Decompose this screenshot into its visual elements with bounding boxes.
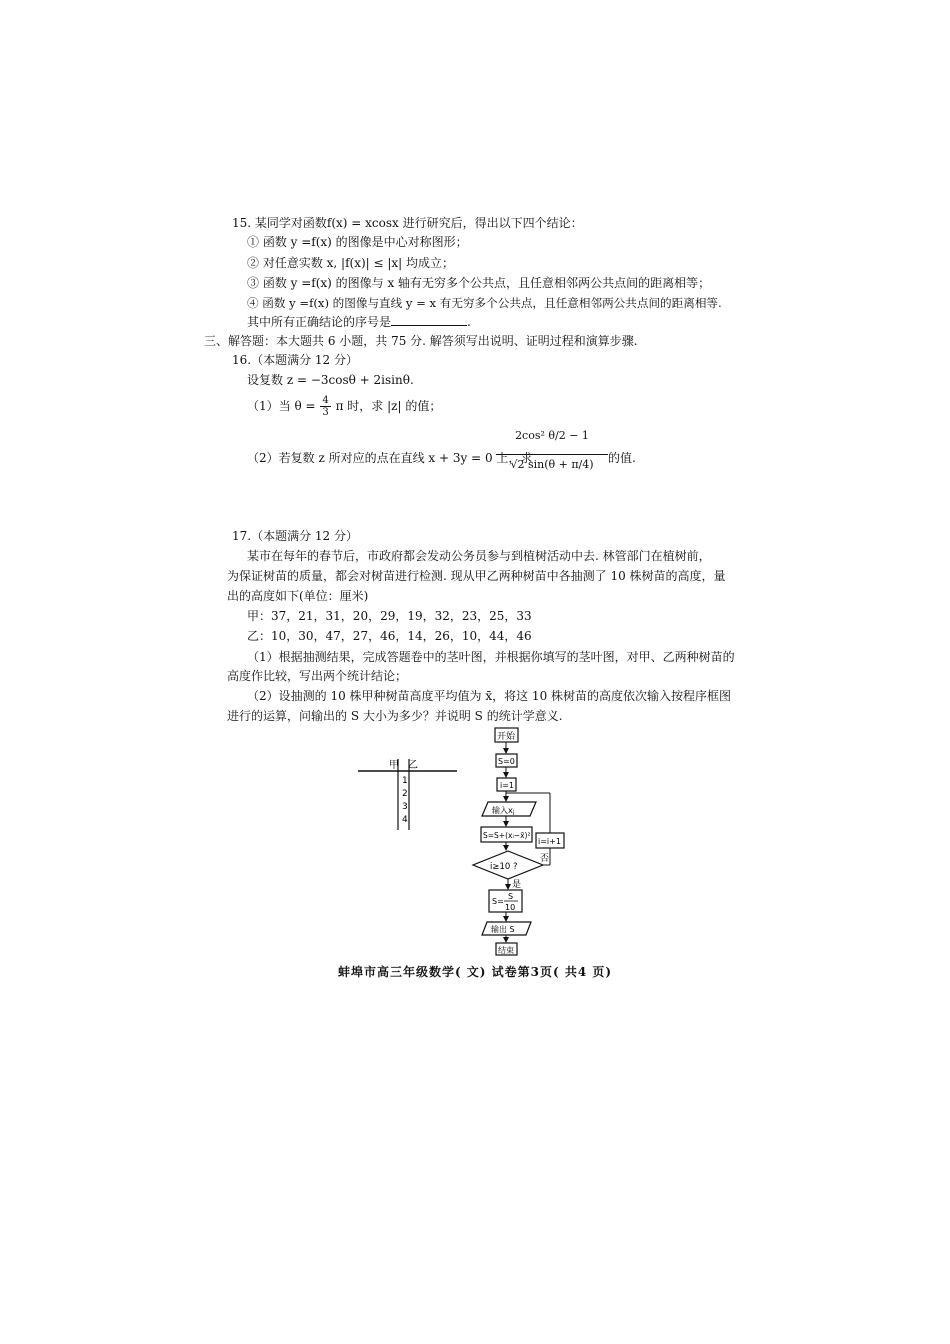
q17-para-1: 某市在每年的春节后，市政府都会发动公务员参与到植树活动中去. 林管部门在植树前， <box>247 549 711 563</box>
q17-part-2-a: （2）设抽测的 10 株甲种树苗高度平均值为 x̄，将这 10 株树苗的高度依次输入按程序框图 <box>247 689 732 703</box>
q15-item-4: ④ 函数 y =f(x) 的图像与直线 y = x 有无穷多个公共点，且任意相邻两公共点间的距离相等. <box>247 296 722 310</box>
q15-ask-text: 其中所有正确结论的序号是 <box>247 315 392 329</box>
flow-average-lhs: S= <box>492 897 504 906</box>
q15-ask <box>247 314 471 330</box>
q16-header: 16.（本题满分 12 分） <box>232 353 358 367</box>
q15-item-3: ③ 函数 y =f(x) 的图像与 x 轴有无穷多个公共点，且任意相邻两公共点间的距离相等； <box>247 276 711 290</box>
q16-p1-denominator: 3 <box>322 407 329 418</box>
fraction-bar <box>496 454 608 455</box>
stem-leaf-left-label: 甲 <box>389 760 399 771</box>
q17-part-1-a: （1）根据抽测结果，完成答题卷中的茎叶图，并根据你填写的茎叶图，对甲、乙两种树苗的 <box>247 650 735 664</box>
q15-item-1: ① 函数 y =f(x) 的图像是中心对称图形； <box>247 235 468 249</box>
q17-part-2-b: 进行的运算，问输出的 S 大小为多少？并说明 S 的统计学意义. <box>227 709 563 723</box>
q16-p2-denominator: √2 sin(θ + π/4) <box>510 458 594 471</box>
flow-yes-label: 是 <box>512 880 522 890</box>
section-3-heading: 三、解答题：本大题共 6 小题，共 75 分. 解答须写出说明、证明过程和演算步骤. <box>204 334 638 348</box>
q15-ask-end: . <box>467 315 471 329</box>
flow-no-label: 否 <box>540 854 550 864</box>
q17-para-3: 出的高度如下(单位：厘米) <box>227 589 369 603</box>
flow-update-label: S=S+(xᵢ−x̄)² <box>483 831 531 840</box>
q16-part-2-pre: （2）若复数 z 所对应的点在直线 x + 3y = 0 上，求 <box>247 451 533 465</box>
page-footer: 蚌埠市高三年级数学( 文) 试卷第3页( 共4 页) <box>337 965 613 979</box>
flow-average-den: 10 <box>505 903 516 912</box>
q17-jia-data: 甲：37，21，31，20，29，19，32，23，25，33 <box>247 609 532 623</box>
flow-input-sub: i <box>512 810 515 817</box>
q16-p1-fraction <box>320 395 330 418</box>
flow-output-label: 输出 S <box>491 925 515 934</box>
q17-part-1-b: 高度作比较，写出两个统计结论； <box>227 669 408 683</box>
q17-header: 17.（本题满分 12 分） <box>232 529 358 543</box>
q15-stem: 15. 某同学对函数f(x) = xcosx 进行研究后，得出以下四个结论： <box>232 216 583 230</box>
flow-average-num: S <box>508 892 514 901</box>
flow-init-s-label: S=0 <box>498 757 515 766</box>
answer-blank[interactable] <box>391 314 467 326</box>
stem-leaf-right-label: 乙 <box>408 760 418 771</box>
q16-p1-pre: （1）当 θ = <box>247 399 316 413</box>
q16-p2-numerator: 2cos² θ/2 − 1 <box>515 429 589 442</box>
stem-leaf-stem-4: 4 <box>402 815 408 825</box>
flow-init-i-label: i=1 <box>500 781 515 790</box>
flow-increment-label: i=i+1 <box>538 837 561 846</box>
q16-given: 设复数 z = −3cosθ + 2isinθ. <box>247 373 414 387</box>
flow-end-label: 结束 <box>498 946 514 955</box>
q16-p1-post: π 时，求 |z| 的值； <box>335 399 442 413</box>
q16-part-1 <box>247 394 441 418</box>
q16-p1-numerator: 4 <box>322 395 329 406</box>
q16-p2-fraction <box>496 429 608 481</box>
stem-leaf-stem-1: 1 <box>402 776 408 786</box>
flow-start-label: 开始 <box>497 732 516 742</box>
stem-leaf-stem-3: 3 <box>402 802 408 812</box>
program-flowchart <box>470 725 580 957</box>
q17-yi-data: 乙：10，30，47，27，46，14，26，10，44，46 <box>247 629 532 643</box>
flow-input-text: 输入x <box>492 806 513 815</box>
stem-leaf-stem-2: 2 <box>402 789 408 799</box>
q16-part-2-post: 的值. <box>608 451 636 465</box>
flow-condition-label: i≥10 ? <box>490 862 518 872</box>
q17-para-2: 为保证树苗的质量，都会对树苗进行检测. 现从甲乙两种树苗中各抽测了 10 株树苗的高度，量 <box>227 569 726 583</box>
stem-leaf-diagram <box>355 758 460 838</box>
q15-item-2: ② 对任意实数 x, |f(x)| ≤ |x| 均成立； <box>247 256 455 270</box>
